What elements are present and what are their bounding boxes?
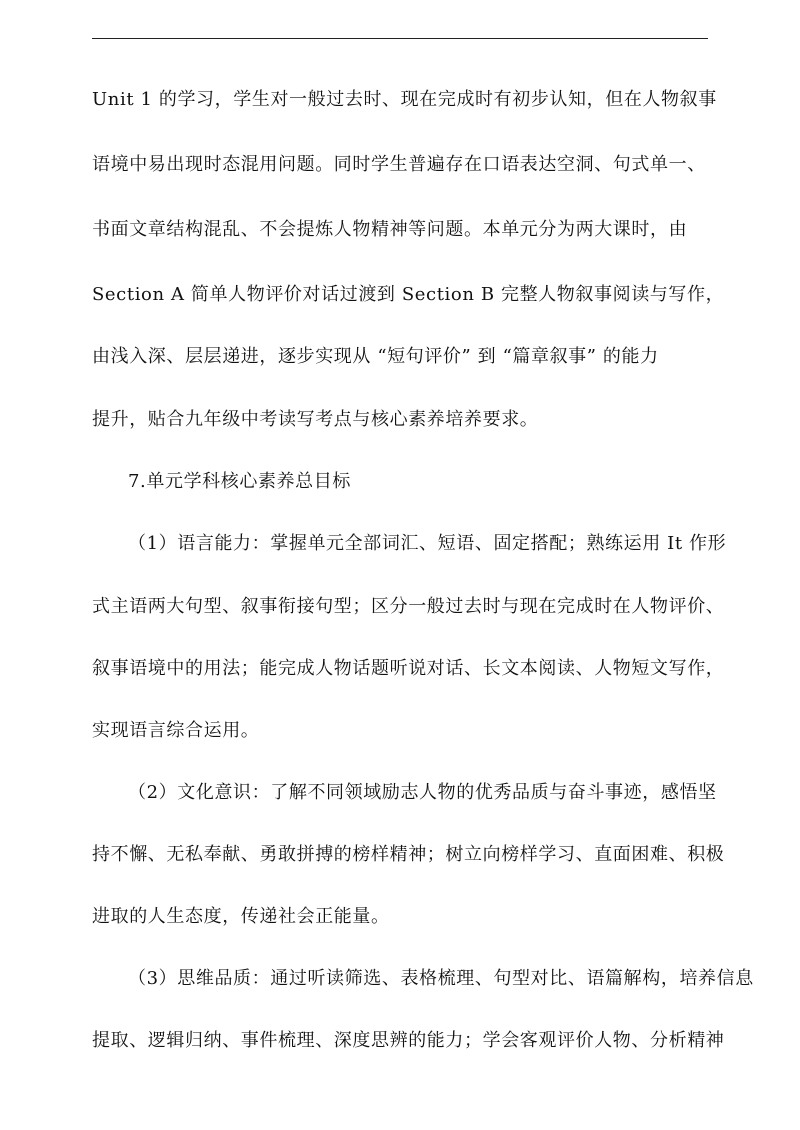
text-line: 式主语两大句型、叙事衔接句型；区分一般过去时与现在完成时在人物评价、 <box>92 596 725 617</box>
text-line: 提取、逻辑归纳、事件梳理、深度思辨的能力；学会客观评价人物、分析精神 <box>92 1030 725 1051</box>
section-heading: 7.单元学科核心素养总目标 <box>128 471 351 492</box>
text-line: 进取的人生态度，传递社会正能量。 <box>92 906 390 927</box>
header-rule <box>92 38 708 39</box>
text-line: Section A 简单人物评价对话过渡到 Section B 完整人物叙事阅读与写作， <box>92 284 725 305</box>
text-line: （1）语言能力：掌握单元全部词汇、短语、固定搭配；熟练运用 It 作形 <box>128 533 727 554</box>
text-line: （3）思维品质：通过听读筛选、表格梳理、句型对比、语篇解构，培养信息 <box>128 968 754 989</box>
text-line: 书面文章结构混乱、不会提炼人物精神等问题。本单元分为两大课时，由 <box>92 219 688 240</box>
text-line: Unit 1 的学习，学生对一般过去时、现在完成时有初步认知，但在人物叙事 <box>92 89 717 110</box>
text-line: 语境中易出现时态混用问题。同时学生普遍存在口语表达空洞、句式单一、 <box>92 154 706 175</box>
text-line: 由浅入深、层层递进，逐步实现从 “短句评价” 到 “篇章叙事” 的能力 <box>92 346 659 367</box>
text-line: （2）文化意识：了解不同领域励志人物的优秀品质与奋斗事迹，感悟坚 <box>128 782 717 803</box>
text-line: 提升，贴合九年级中考读写考点与核心素养培养要求。 <box>92 409 539 430</box>
text-line: 叙事语境中的用法；能完成人物话题听说对话、长文本阅读、人物短文写作， <box>92 658 725 679</box>
text-line: 持不懈、无私奉献、勇敢拼搏的榜样精神；树立向榜样学习、直面困难、积极 <box>92 844 725 865</box>
text-line: 实现语言综合运用。 <box>92 720 260 741</box>
